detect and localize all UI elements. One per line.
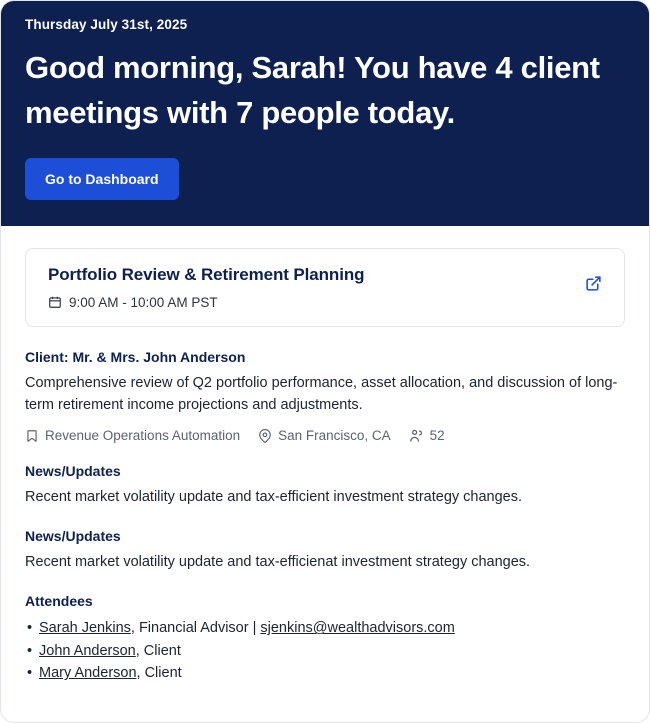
news-section-2: [25, 528, 625, 573]
news-section-1-text: Recent market volatility update and tax-efficient investment strategy changes.: [25, 489, 523, 506]
list-item: [25, 617, 625, 639]
client-line: Client: Mr. & Mrs. John Anderson: [25, 348, 246, 365]
news-section-2-title: News/Updates: [25, 528, 121, 545]
meta-item-attendee-count: [409, 428, 445, 443]
go-to-dashboard-button[interactable]: Go to Dashboard: [25, 158, 179, 200]
meta-attendee-count: 52: [429, 428, 445, 444]
external-link-icon[interactable]: [581, 271, 606, 296]
attendee-role: , Client: [136, 665, 182, 682]
attendee-role: , Financial Advisor |: [130, 620, 261, 637]
people-icon: [409, 428, 424, 443]
list-item: [25, 640, 625, 662]
list-item: [25, 662, 625, 684]
meeting-time-row: [48, 295, 364, 310]
news-section-2-text: Recent market volatility update and tax-efficienat investment strategy changes.: [25, 554, 531, 571]
header-date: Thursday July 31st, 2025: [25, 17, 188, 32]
attendees-title: Attendees: [25, 593, 93, 610]
location-pin-icon: [258, 429, 272, 443]
attendee-role: , Client: [135, 642, 181, 659]
header: [1, 1, 649, 226]
meeting-summary-box: [25, 248, 625, 327]
header-greeting: Good morning, Sarah! You have 4 client meetings with 7 people today.: [25, 50, 600, 130]
attendee-name[interactable]: John Anderson: [39, 642, 136, 659]
meta-topic-label: Revenue Operations Automation: [45, 428, 241, 444]
attendee-name[interactable]: Sarah Jenkins: [39, 620, 131, 637]
bookmark-icon: [25, 429, 39, 443]
attendee-email[interactable]: sjenkins@wealthadvisors.com: [260, 620, 455, 637]
news-section-1: [25, 463, 625, 508]
main-content: [1, 226, 649, 722]
meeting-summary-text: [48, 265, 364, 310]
meeting-time: 9:00 AM - 10:00 AM PST: [69, 294, 218, 310]
meeting-title: Portfolio Review & Retirement Planning: [48, 264, 365, 284]
meeting-meta-row: [25, 428, 625, 443]
news-section-1-title: News/Updates: [25, 463, 121, 480]
meeting-description: Comprehensive review of Q2 portfolio performance, asset allocation, and discussion of long-term retirement income projections and adjustments.: [25, 374, 618, 413]
meta-location-label: San Francisco, CA: [278, 428, 391, 444]
meta-item-topic: [25, 428, 240, 443]
calendar-icon: [48, 295, 62, 309]
attendee-list: [25, 617, 625, 684]
meta-item-location: [258, 428, 391, 443]
attendees-section: [25, 593, 625, 684]
attendee-name[interactable]: Mary Anderson: [39, 665, 137, 682]
